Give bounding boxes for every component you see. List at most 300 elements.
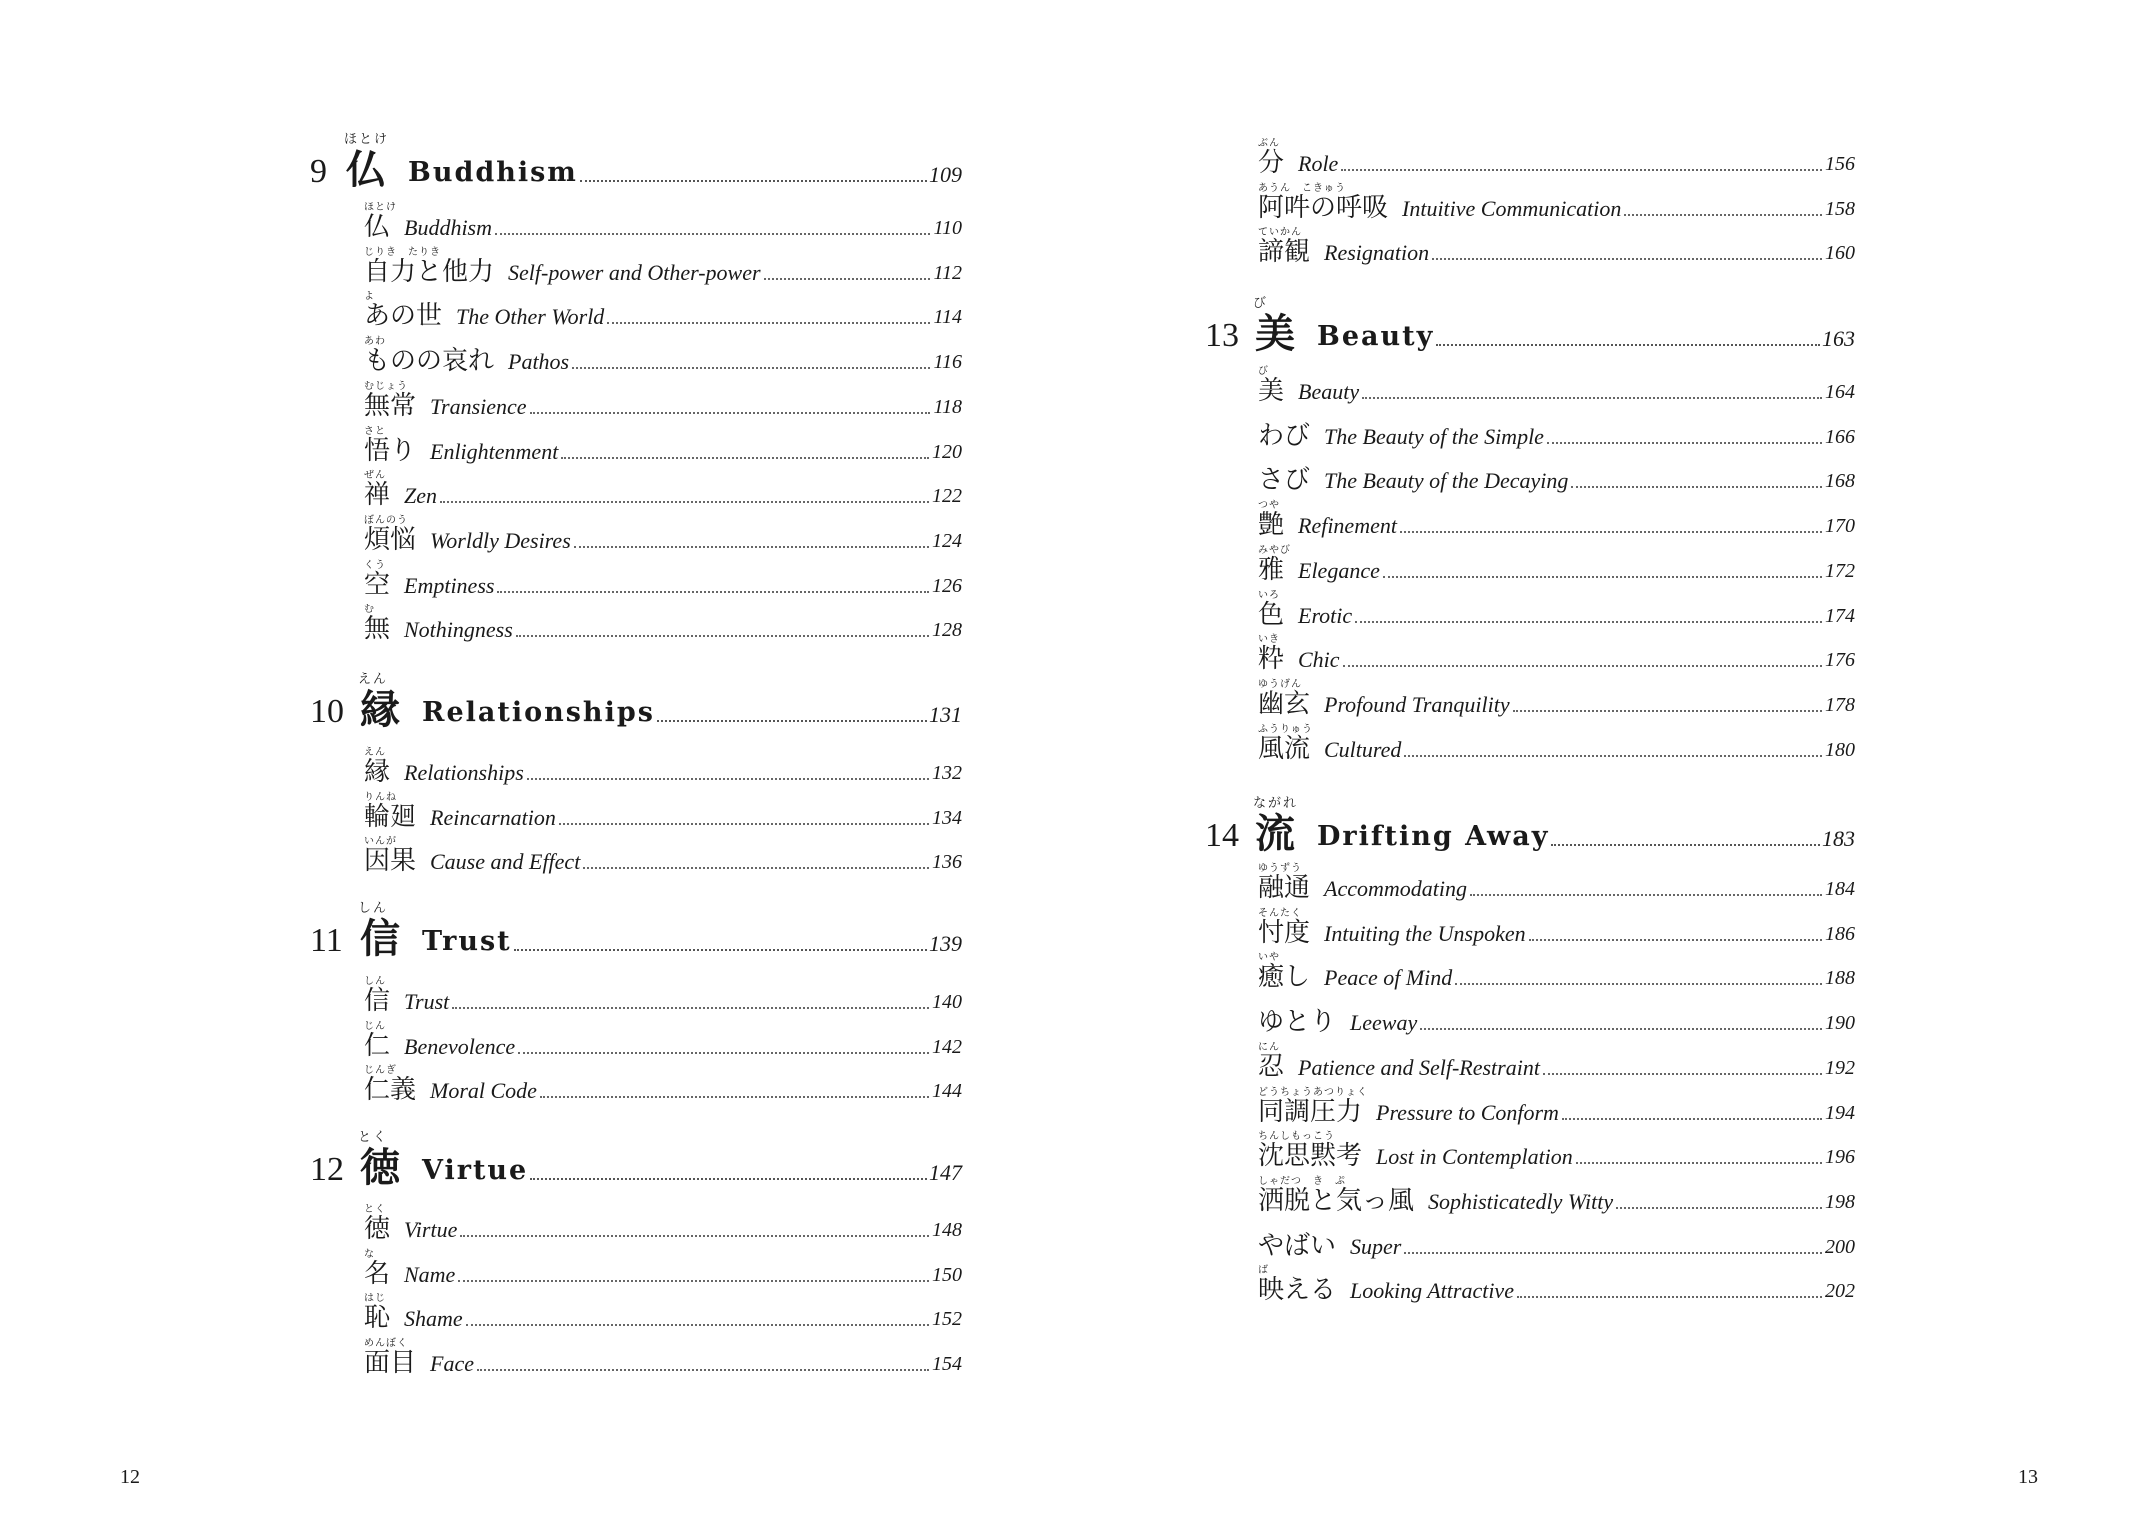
toc-entry[interactable] [364,424,962,466]
entry-furigana: ぜん [364,470,386,482]
toc-entry[interactable] [1258,1085,1855,1127]
toc-entry[interactable] [364,1247,962,1289]
entry-furigana: むじょう [364,380,408,392]
entry-english-title: Shame [404,1306,463,1332]
entry-japanese-term: 美 [1258,376,1285,406]
entry-title-line [430,806,962,830]
entry-japanese-term: 面目 [364,1348,417,1379]
dot-leader [518,1052,929,1054]
entry-furigana: しゃだつ き ぷ [1258,1175,1346,1187]
toc-entry[interactable] [364,289,962,331]
chapter-page-number: 131 [929,702,962,727]
toc-entry[interactable] [1258,498,1855,540]
entry-page-number: 122 [932,485,962,508]
entry-furigana: つや [1258,500,1280,512]
entry-page-number: 148 [932,1219,962,1241]
entry-furigana: ぶん [1258,138,1280,149]
dot-leader [1420,1028,1822,1030]
entry-title-line [1376,1145,1855,1169]
entry-english-title: Zen [404,483,437,509]
dot-leader [1455,983,1822,985]
entry-title-line [1298,648,1855,672]
entry-page-number: 186 [1825,922,1855,945]
entry-page-number: 196 [1825,1146,1855,1169]
dot-leader [1543,1073,1822,1075]
entry-furigana: あうん こきゅう [1258,182,1346,194]
entry-title-line [1298,152,1855,176]
entry-english-title: Virtue [404,1217,458,1242]
entry-page-number: 150 [932,1263,962,1286]
chapter-title-line [1317,822,1855,852]
entry-page-number: 184 [1825,878,1855,900]
entry-japanese-term: 悟り [364,435,417,466]
entry-furigana: りんね [364,791,397,803]
chapter-kanji: 縁 [360,686,400,733]
dot-leader [1383,576,1822,578]
entry-title-line [1324,922,1855,946]
entry-japanese-term: 同調圧力 [1258,1096,1363,1127]
dot-leader [495,233,930,235]
entry-japanese-term: やばい [1258,1230,1337,1261]
chapter-kanji: 美 [1255,310,1295,357]
chapter-title-line [422,698,962,728]
dot-leader [1362,397,1822,399]
entry-japanese-term: さび [1258,465,1311,496]
dot-leader [516,635,929,637]
entry-furigana: ぼんのう [364,514,408,526]
toc-entry[interactable] [1258,364,1855,406]
entry-page-number: 188 [1825,967,1855,990]
chapter-title-line [408,158,962,188]
entry-furigana: ちんしもっこう [1258,1131,1335,1143]
entry-title-line [1298,1056,1855,1080]
entry-title-line [1298,514,1855,538]
entry-furigana: さと [364,425,386,437]
toc-entry[interactable] [364,602,962,644]
entry-furigana: いんが [364,836,397,848]
toc-entry[interactable] [1258,632,1855,674]
entry-title-line [508,350,962,374]
dot-leader [1616,1207,1822,1209]
entry-english-title: The Other World [456,304,605,330]
dot-leader [440,501,929,503]
chapter-title: Drifting Away [1317,821,1550,852]
toc-entry[interactable] [1258,543,1855,585]
entry-english-title: Elegance [1298,557,1380,583]
entry-page-number: 120 [932,440,962,463]
dot-leader [1529,939,1822,941]
dot-leader [1517,1296,1822,1298]
entry-page-number: 136 [932,851,962,874]
entry-english-title: Emptiness [404,572,495,598]
entry-title-line [430,1352,962,1376]
dot-leader [764,278,931,280]
dot-leader [477,1369,929,1371]
toc-entry[interactable] [1258,1040,1855,1082]
entry-japanese-term: 諦観 [1258,237,1311,268]
dot-leader [1404,755,1822,757]
toc-entry[interactable] [1258,409,1855,451]
entry-japanese-term: 粋 [1258,644,1285,675]
entry-title-line [1350,1279,1855,1303]
dot-leader [466,1324,929,1326]
toc-entry[interactable] [1258,225,1855,267]
entry-title-line [404,1307,962,1331]
entry-page-number: 116 [933,351,962,374]
chapter-heading[interactable] [310,672,962,732]
dot-leader [1470,894,1822,896]
dot-leader [1343,665,1822,667]
toc-entry[interactable] [364,245,962,287]
toc-entry[interactable] [364,1019,962,1061]
entry-english-title: Worldly Desires [430,527,571,553]
entry-japanese-term: 融通 [1258,873,1311,903]
entry-furigana: じんぎ [364,1065,397,1077]
chapter-heading[interactable] [1205,796,1855,856]
entry-japanese-term: 癒し [1258,962,1311,993]
entry-page-number: 198 [1825,1190,1855,1213]
entry-english-title: Moral Code [430,1078,537,1104]
entry-english-title: Self-power and Other-power [508,259,761,285]
entry-page-number: 160 [1825,242,1855,265]
toc-entry[interactable] [364,513,962,555]
entry-english-title: Name [404,1261,456,1287]
entry-page-number: 132 [932,762,962,784]
entry-japanese-term: 自力と他力 [364,256,495,287]
entry-furigana: しん [364,976,386,987]
entry-english-title: Role [1298,151,1339,176]
entry-furigana: そんたく [1258,907,1302,919]
entry-furigana: じりき たりき [364,246,441,258]
entry-japanese-term: 阿吽の呼吸 [1258,192,1389,223]
entry-page-number: 166 [1825,425,1855,448]
entry-title-line [1402,197,1855,221]
entry-japanese-term: 雅 [1258,554,1285,585]
chapter-title: Virtue [422,1155,529,1186]
entry-title-line [404,1035,962,1059]
entry-page-number: 192 [1825,1056,1855,1079]
dot-leader [1624,214,1822,216]
dot-leader [574,546,929,548]
entry-japanese-term: 信 [364,986,391,1016]
dot-leader [1436,344,1820,346]
chapter-title: Buddhism [408,157,578,188]
entry-english-title: Refinement [1298,513,1397,539]
dot-leader [458,1280,929,1282]
entry-english-title: Intuiting the Unspoken [1324,920,1526,946]
entry-english-title: Looking Attractive [1350,1278,1514,1304]
entry-title-line [404,990,962,1014]
entry-japanese-term: 名 [364,1258,391,1289]
entry-page-number: 128 [932,619,962,642]
entry-furigana: はじ [364,1293,386,1305]
entry-title-line [1298,604,1855,628]
entry-english-title: Cultured [1324,736,1402,762]
chapter-furigana: ほとけ [344,132,390,147]
dot-leader [1551,844,1820,846]
toc-entry[interactable] [1258,995,1855,1037]
entry-title-line [404,761,962,785]
entry-title-line [404,1263,962,1287]
entry-english-title: Face [430,1351,474,1377]
entry-page-number: 156 [1825,153,1855,175]
entry-title-line [1324,425,1855,449]
toc-entry[interactable] [1258,722,1855,764]
chapter-number: 11 [310,922,343,959]
dot-leader [580,180,927,182]
entry-page-number: 170 [1825,515,1855,538]
dot-leader [572,367,930,369]
entry-title-line [404,574,962,598]
toc-entry[interactable] [364,334,962,376]
toc-entry[interactable] [1258,906,1855,948]
entry-japanese-term: 分 [1258,148,1285,178]
entry-page-number: 112 [933,261,962,284]
chapter-title: Beauty [1317,321,1435,352]
chapter-page-number: 109 [929,162,962,187]
entry-japanese-term: 縁 [364,757,391,787]
chapter-kanji: 信 [360,915,400,962]
entry-page-number: 118 [933,395,962,418]
toc-entry[interactable] [1258,453,1855,495]
dot-leader [1571,486,1822,488]
entry-title-line [1324,877,1855,901]
dot-leader [1432,258,1822,260]
toc-entry[interactable] [1258,1174,1855,1216]
entry-title-line [430,850,962,874]
entry-furigana: にん [1258,1041,1280,1053]
entry-page-number: 180 [1825,738,1855,761]
dot-leader [1576,1162,1822,1164]
toc-entry[interactable] [364,468,962,510]
toc-entry[interactable] [364,745,962,787]
entry-furigana: ほとけ [364,202,397,213]
entry-english-title: Reincarnation [430,804,556,830]
chapter-kanji: 徳 [360,1144,400,1191]
entry-japanese-term: 仏 [364,212,391,242]
entry-english-title: Lost in Contemplation [1376,1144,1573,1170]
entry-japanese-term: 風流 [1258,733,1311,764]
entry-title-line [1350,1235,1855,1259]
entry-page-number: 134 [932,806,962,829]
chapter-furigana: ながれ [1253,796,1299,811]
toc-entry[interactable] [364,558,962,600]
entry-title-line [430,1079,962,1103]
chapter-title-line [422,927,962,957]
entry-english-title: Peace of Mind [1324,965,1453,991]
toc-entry[interactable] [1258,1129,1855,1171]
entry-title-line [404,216,962,240]
dot-leader [657,720,927,722]
chapter-page-number: 183 [1822,826,1855,851]
toc-entry[interactable] [364,974,962,1016]
chapter-heading[interactable] [1205,296,1855,356]
entry-japanese-term: 艶 [1258,510,1285,541]
toc-entry[interactable] [364,1336,962,1378]
entry-furigana: ば [1258,1265,1269,1277]
entry-japanese-term: 因果 [364,846,417,877]
entry-english-title: Transience [430,393,527,419]
entry-page-number: 110 [933,217,962,239]
chapter-number: 14 [1205,817,1239,854]
chapter-furigana: しん [358,901,389,916]
entry-title-line [430,529,962,553]
entry-furigana: ゆうげん [1258,678,1302,690]
toc-entry[interactable] [1258,588,1855,630]
entry-title-line [1376,1101,1855,1125]
entry-english-title: Trust [404,989,450,1014]
entry-english-title: Nothingness [404,617,513,643]
entry-page-number: 126 [932,574,962,597]
entry-title-line [456,305,962,329]
entry-english-title: Cause and Effect [430,849,581,875]
chapter-heading[interactable] [310,1130,962,1190]
entry-title-line [1324,738,1855,762]
dot-leader [497,591,929,593]
entry-furigana: めんぼく [364,1338,408,1350]
entry-page-number: 124 [932,529,962,552]
entry-title-line [508,261,962,285]
entry-japanese-term: 忖度 [1258,917,1311,948]
entry-japanese-term: 幽玄 [1258,688,1311,719]
entry-english-title: Resignation [1324,240,1430,266]
entry-english-title: Pressure to Conform [1376,1099,1559,1125]
dot-leader [527,778,929,780]
dot-leader [1562,1118,1822,1120]
dot-leader [607,322,930,324]
entry-japanese-term: ゆとり [1258,1007,1337,1038]
entry-english-title: Chic [1298,647,1340,673]
entry-english-title: Beauty [1298,379,1360,404]
toc-entry[interactable] [364,790,962,832]
chapter-furigana: えん [358,672,389,687]
toc-entry[interactable] [1258,950,1855,992]
entry-furigana: いろ [1258,589,1280,601]
entry-title-line [430,395,962,419]
dot-leader [1355,621,1822,623]
chapter-title-line [422,1156,962,1186]
entry-title-line [1324,241,1855,265]
chapter-number: 9 [310,153,327,190]
chapter-page-number: 147 [929,1160,962,1185]
entry-english-title: Buddhism [404,215,492,240]
entry-english-title: Erotic [1298,602,1353,628]
chapter-title: Relationships [422,697,655,728]
entry-english-title: The Beauty of the Decaying [1324,468,1569,494]
toc-entry[interactable] [1258,1219,1855,1261]
dot-leader [460,1235,929,1237]
entry-english-title: Profound Tranquility [1324,691,1510,717]
entry-english-title: Patience and Self-Restraint [1298,1054,1540,1080]
dot-leader [530,1178,927,1180]
entry-japanese-term: ものの哀れ [364,346,495,377]
chapter-title-line [1317,322,1855,352]
entry-japanese-term: 徳 [364,1214,391,1244]
chapter-number: 13 [1205,317,1239,354]
entry-furigana: じん [364,1020,386,1032]
chapter-kanji: 流 [1255,810,1295,857]
entry-title-line [1428,1190,1855,1214]
dot-leader [583,867,929,869]
entry-page-number: 176 [1825,649,1855,672]
dot-leader [1404,1252,1822,1254]
chapter-heading[interactable] [310,132,962,192]
entry-japanese-term: 輪廻 [364,801,417,832]
entry-english-title: Benevolence [404,1033,516,1059]
entry-japanese-term: 禅 [364,480,391,511]
entry-page-number: 144 [932,1080,962,1103]
entry-title-line [430,440,962,464]
entry-title-line [1324,469,1855,493]
entry-japanese-term: 恥 [364,1303,391,1334]
chapter-heading[interactable] [310,901,962,961]
entry-furigana: とく [364,1204,386,1215]
dot-leader [452,1007,929,1009]
entry-page-number: 140 [932,991,962,1013]
entry-japanese-term: わび [1258,420,1311,451]
chapter-number: 12 [310,1151,344,1188]
entry-english-title: Leeway [1350,1010,1418,1036]
entry-japanese-term: 洒脱と気っ風 [1258,1185,1415,1216]
entry-title-line [404,1218,962,1242]
entry-japanese-term: 沈思黙考 [1258,1141,1363,1172]
entry-page-number: 202 [1825,1280,1855,1303]
chapter-page-number: 139 [929,931,962,956]
entry-japanese-term: 仁義 [364,1075,417,1106]
toc-entry[interactable] [364,379,962,421]
entry-page-number: 168 [1825,470,1855,493]
entry-title-line [1324,966,1855,990]
dot-leader [1341,169,1822,171]
entry-furigana: よ [364,291,375,303]
toc-entry[interactable] [364,200,962,242]
toc-entry[interactable] [1258,677,1855,719]
entry-english-title: Super [1350,1233,1402,1259]
toc-entry[interactable] [1258,136,1855,178]
dot-leader [540,1096,929,1098]
entry-japanese-term: 映える [1258,1275,1337,1306]
entry-furigana: な [364,1248,375,1260]
entry-page-number: 158 [1825,197,1855,220]
toc-entry[interactable] [1258,861,1855,903]
toc-entry[interactable] [364,1202,962,1244]
entry-english-title: Sophisticatedly Witty [1428,1188,1614,1214]
chapter-furigana: び [1253,296,1269,311]
entry-page-number: 164 [1825,381,1855,403]
toc-entry[interactable] [364,834,962,876]
entry-title-line [1298,380,1855,404]
entry-japanese-term: 空 [364,569,391,600]
entry-title-line [1350,1011,1855,1035]
chapter-furigana: とく [358,1130,389,1145]
entry-english-title: The Beauty of the Simple [1324,423,1544,449]
entry-title-line [404,484,962,508]
toc-entry[interactable] [364,1063,962,1105]
entry-furigana: みやび [1258,544,1291,556]
entry-page-number: 200 [1825,1235,1855,1258]
entry-english-title: Enlightenment [430,438,559,464]
dot-leader [530,412,931,414]
toc-entry[interactable] [364,1291,962,1333]
dot-leader [1513,710,1822,712]
entry-japanese-term: 忍 [1258,1051,1285,1082]
entry-page-number: 114 [933,306,962,329]
toc-entry[interactable] [1258,1263,1855,1305]
entry-page-number: 152 [932,1308,962,1331]
entry-page-number: 172 [1825,559,1855,582]
entry-title-line [1324,693,1855,717]
toc-entry[interactable] [1258,181,1855,223]
